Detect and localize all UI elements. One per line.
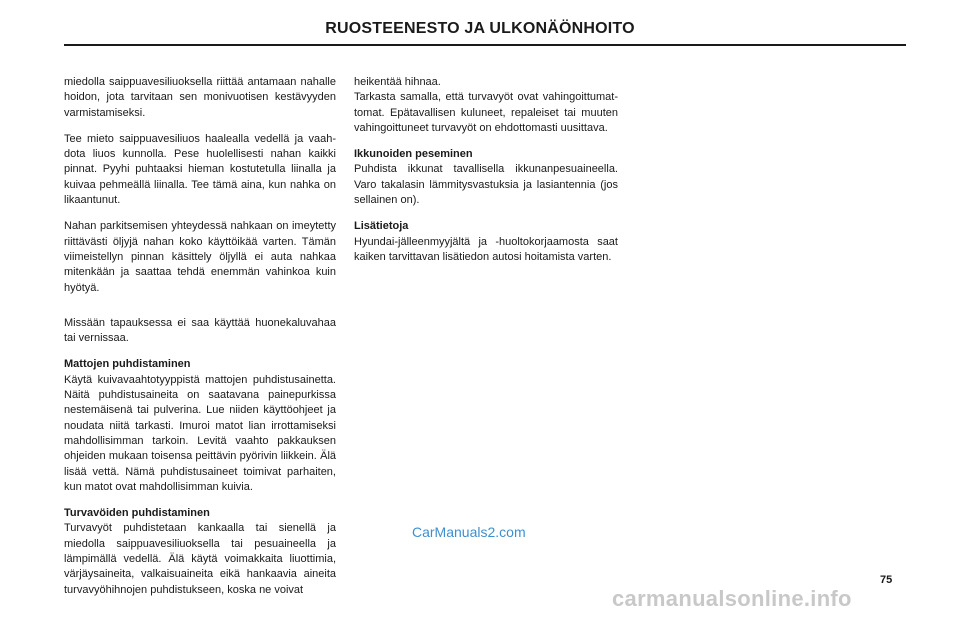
watermark-carmanualsonline: carmanualsonline.info [612,586,852,611]
left-column [64,75,336,609]
mats-heading: Mattojen puhdistaminen [64,358,191,371]
belts-section [64,506,336,598]
windows-section [354,147,618,208]
header-rule [64,44,906,46]
info-text: Hyundai-jälleenmyyjältä ja -huoltokorjaamosta saat kaiken tarvittavan lisätiedon autosi hoitamista varten. [354,235,618,263]
leather-care-paragraph-3: Nahan parkitsemisen yhteydessä nahkaan on imeytetty riittävästi öljyjä nahan koko käyttöikää varten. Tämän viimeistellyn pinnan käsittely öljyllä ei auta nahkaa mitenkään ja saattaa tehdä enemmän vahinkoa kuin hyötyä. [64,220,336,294]
belts-inspection-paragraph: Tarkasta samalla, että turvavyöt ovat vahingoittumattomat. Epätavallisen kuluneet, repaleiset tai muuten vahingoittuneet turvavyöt on ehdottomasti uusittava. [354,91,618,134]
page-title: RUOSTEENESTO JA ULKONÄÖNHOITO [325,20,635,37]
belts-heading: Turvavöiden puhdistaminen [64,507,210,520]
info-section [354,219,618,265]
leather-care-paragraph-4: Missään tapauksessa ei saa käyttää huonekaluvahaa tai vernissaa. [64,316,336,345]
watermark-carmanuals2: CarManuals2.com [412,524,526,540]
mats-section [64,357,336,495]
page-number: 75 [880,574,893,586]
windows-text: Puhdista ikkunat tavallisella ikkunanpesuaineella. Varo takalasin lämmitysvastuksia ja lasiantennia (jos sellainen on). [354,163,618,207]
windows-heading: Ikkunoiden peseminen [354,148,473,161]
right-column [354,75,618,276]
leather-care-paragraph-1: miedolla saippuavesiliuoksella riittää antamaan nahalle hoidon, jota tarvitaan sen monivuotisen kestävyyden varmistamiseksi. [64,76,336,119]
mats-text: Käytä kuivavaahtotyyppistä mattojen puhdistusainetta. Näitä puhdistusaineita on saatavana painepurkissa nestemäisenä tai pulverina. Lue niiden käyttöohjeet ja noudata niitä tarkasti. Imuroi matot lian irrottamiseksi mahdollisimman tarkoin. Levitä vaahto pakkauksen ohjeiden mukaan toisensa peittävin pyörivin liikkein. Älä lisää vettä. Nämä puhdistusaineet toimivat parhaiten, kun matot ovat mahdollisimman kuivia. [64,373,336,493]
leather-care-paragraph-2: Tee mieto saippuavesiliuos haalealla vedellä ja vaahdota liuos kunnolla. Pese huolellisesti nahan kaikki pinnat. Pyyhi puhtaaksi hieman kostutetulla liinalla ja kuivaa pehmeällä liinalla. Tee tämä aina, kun nahka on likaantunut. [64,132,336,207]
belts-text: Turvavyöt puhdistetaan kankaalla tai sienellä ja miedolla saippuavesiliuoksella tai pesuaineella ja lämpimällä vedellä. Älä käytä voimakkaita liuottimia, värjäysaineita, valkaisuaineita eikä hankaavia aineita turvavyöhihnojen puhdistukseen, koska ne voivat [64,522,336,596]
info-heading: Lisätietoja [354,220,409,233]
belts-continued-text: heikentää hihnaa. [354,76,441,88]
